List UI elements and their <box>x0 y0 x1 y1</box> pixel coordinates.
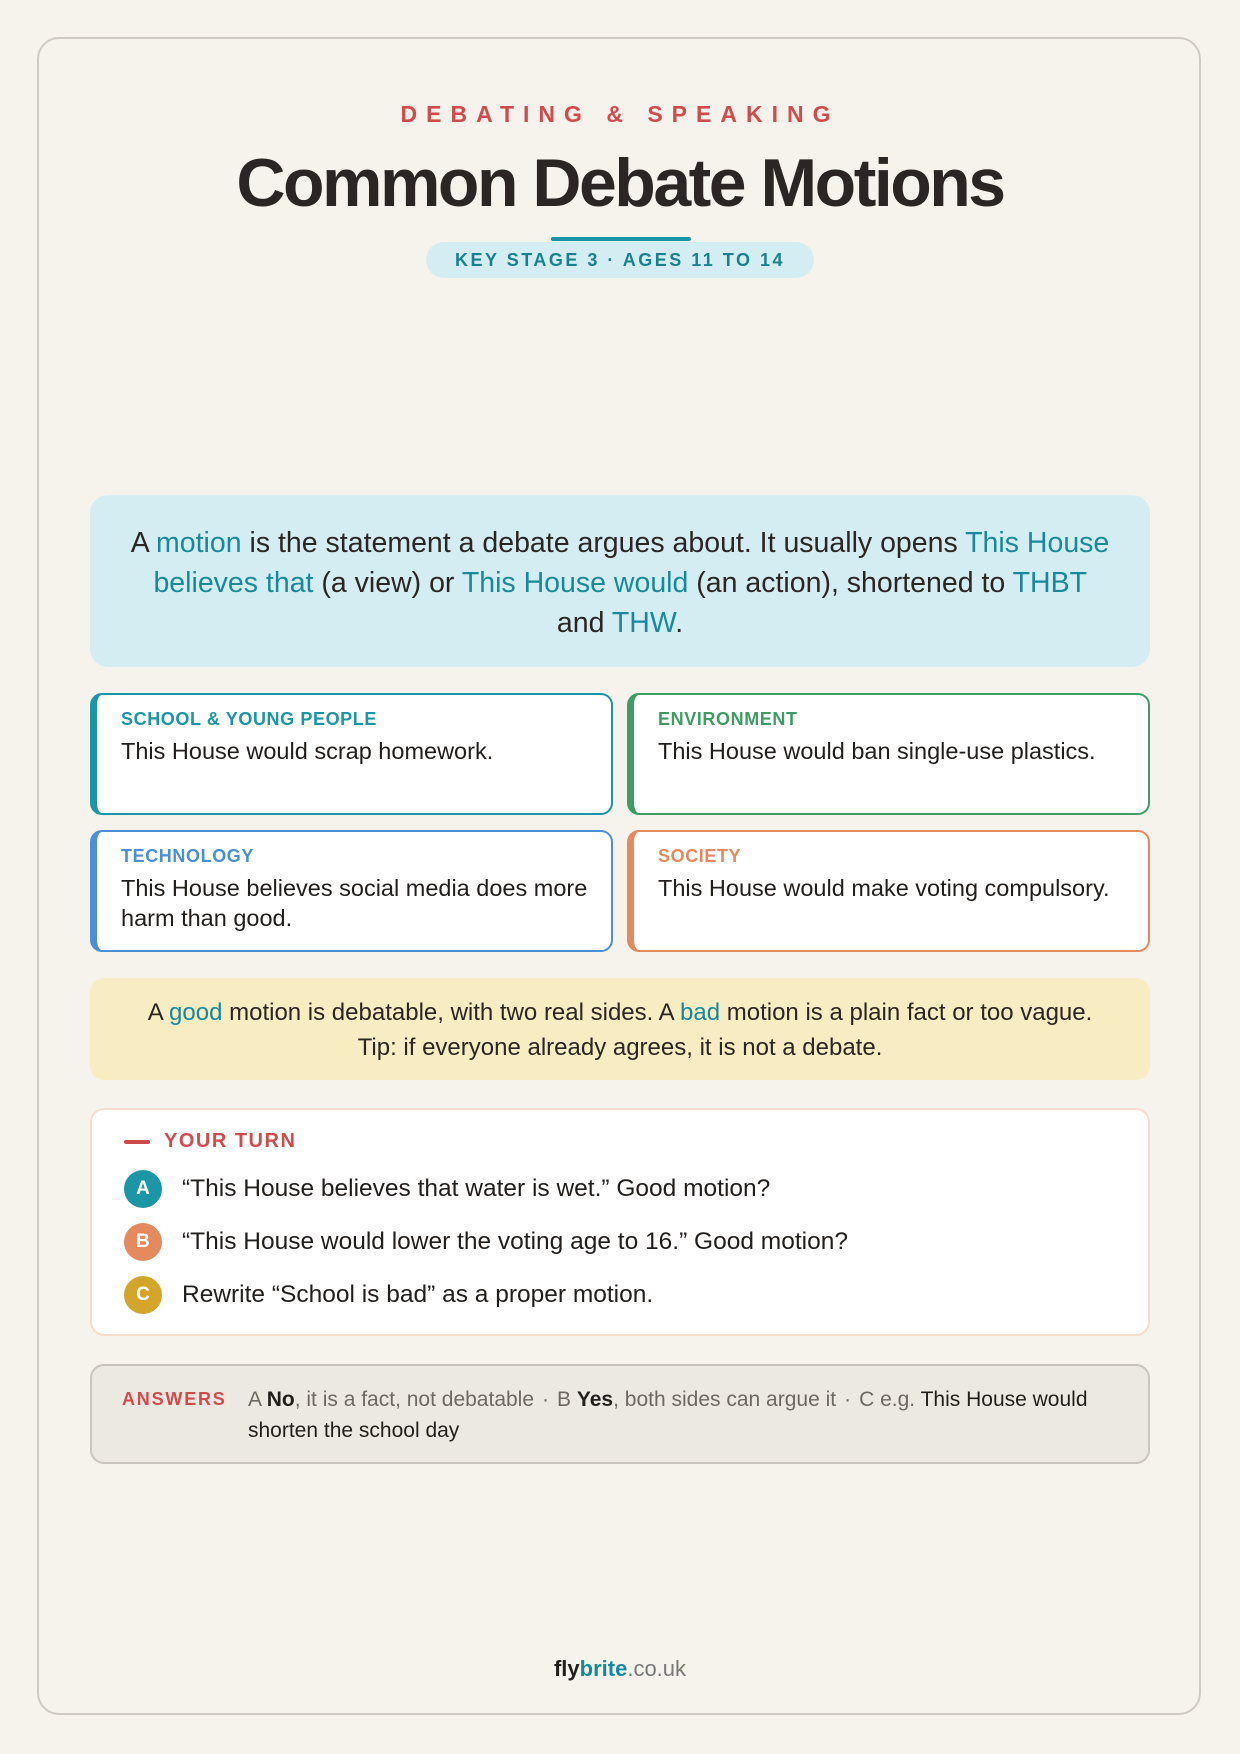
intro-term-thw-full: This House would <box>461 567 689 599</box>
question-text: “This House believes that water is wet.” Good motion? <box>182 1175 771 1202</box>
question-text: Rewrite “School is bad” as a proper motion. <box>182 1281 654 1308</box>
card-category: ENVIRONMENT <box>658 709 798 729</box>
question-text: “This House would lower the voting age to 16.” Good motion? <box>182 1228 848 1255</box>
your-turn-heading <box>124 1130 296 1153</box>
motion-card-society <box>627 830 1150 952</box>
card-category: TECHNOLOGY <box>121 846 255 866</box>
question-badge-a: A <box>124 1170 162 1208</box>
intro-term-thbt: THBT <box>1012 567 1087 599</box>
question-item <box>124 1223 848 1261</box>
answers-box <box>90 1364 1150 1464</box>
answer-a-letter: A <box>248 1388 261 1411</box>
tip-text: motion is debatable, with two real sides. A <box>222 999 681 1026</box>
answers-label: ANSWERS <box>122 1389 227 1409</box>
answer-c-text: This House would shorten the school day <box>248 1388 1088 1442</box>
card-motion: This House would make voting compulsory. <box>658 875 1110 901</box>
card-category: SCHOOL & YOUNG PEOPLE <box>121 709 377 729</box>
question-item <box>124 1276 653 1314</box>
answer-b-text: , both sides can argue it <box>613 1388 837 1411</box>
brand-brite: brite <box>579 1656 628 1681</box>
answer-a-text: , it is a fact, not debatable <box>294 1388 535 1411</box>
footer-brand <box>0 1656 1240 1682</box>
card-motion: This House would scrap homework. <box>121 738 494 764</box>
intro-term-thw: THW <box>611 607 676 639</box>
intro-text: is the statement a debate argues about. It usually opens <box>241 527 966 559</box>
question-item <box>124 1170 770 1208</box>
answer-a-key: No <box>266 1388 295 1411</box>
dash-icon <box>124 1140 150 1144</box>
card-motion: This House believes social media does more harm than good. <box>121 875 588 931</box>
your-turn-box <box>90 1108 1150 1336</box>
intro-term-thbt-full: This House believes that <box>153 527 1110 599</box>
intro-box <box>90 495 1150 667</box>
intro-text: . <box>675 607 684 639</box>
answer-separator: · <box>844 1388 852 1411</box>
intro-text: (an action), shortened to <box>688 567 1013 599</box>
question-badge-b: B <box>124 1223 162 1261</box>
intro-text: (a view) or <box>313 567 462 599</box>
answer-b-letter: B <box>557 1388 572 1411</box>
question-badge-c: C <box>124 1276 162 1314</box>
brand-fly: fly <box>553 1656 580 1681</box>
answer-separator: · <box>542 1388 550 1411</box>
page-title: Common Debate Motions <box>236 145 1004 221</box>
answer-c-prefix: C e.g. <box>859 1388 916 1411</box>
tip-term-good: good <box>169 999 223 1026</box>
brand-domain: .co.uk <box>627 1656 687 1681</box>
intro-text: and <box>556 607 612 639</box>
answer-b-key: Yes <box>576 1388 614 1411</box>
eyebrow-label: DEBATING & SPEAKING <box>400 101 840 127</box>
motion-card-environment <box>627 693 1150 815</box>
your-turn-label: YOUR TURN <box>164 1130 297 1152</box>
tip-text: A <box>147 999 170 1026</box>
intro-text: A <box>130 527 157 559</box>
card-category: SOCIETY <box>658 846 742 866</box>
motion-card-technology <box>90 830 613 952</box>
tip-box <box>90 978 1150 1080</box>
key-stage-pill: KEY STAGE 3 · AGES 11 TO 14 <box>426 242 814 278</box>
title-underline <box>551 237 691 241</box>
answers-body <box>248 1384 1120 1446</box>
card-motion: This House would ban single-use plastics. <box>658 738 1096 764</box>
intro-term-motion: motion <box>156 527 242 559</box>
tip-term-bad: bad <box>680 999 721 1026</box>
motion-card-school <box>90 693 613 815</box>
tip-text: motion is a plain fact or too vague. Tip: if everyone already agrees, it is not a debate. <box>357 999 1093 1061</box>
